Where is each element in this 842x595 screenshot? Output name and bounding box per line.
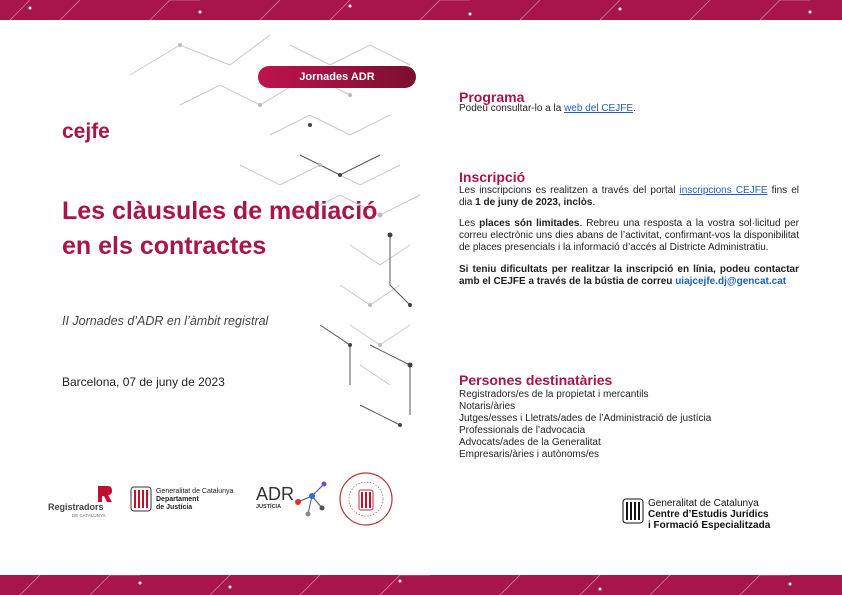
inscripcio-places-limited: places són limitades <box>479 218 580 229</box>
inscripcio-p1-mid: fins el dia <box>459 185 799 208</box>
gencat-emblem-icon <box>130 486 152 512</box>
cejfe-logo-line-1: Generalitat de Catalunya <box>648 498 759 509</box>
page-title <box>62 194 392 264</box>
cejfe-logo-line-2: Centre d’Estudis Jurídics <box>648 509 769 520</box>
adr-network-icon <box>294 478 328 518</box>
inscripcio-p1-before: Les inscripcions es realitzen a través del portal <box>459 185 680 196</box>
cejfe-institution-logo <box>622 498 802 538</box>
gencat-justicia-logo <box>130 486 248 516</box>
contact-email-link[interactable]: uiajcejfe.dj@gencat.cat <box>675 276 787 287</box>
inscripcio-section <box>459 171 799 288</box>
persones-heading: Persones destinatàries <box>459 372 613 388</box>
inscripcio-paragraph-2 <box>459 218 799 254</box>
event-tag: Jornades ADR <box>258 66 416 88</box>
programa-text-after: . <box>633 103 636 114</box>
cejfe-brand: cejfe <box>62 120 110 143</box>
band-pattern <box>0 0 842 20</box>
bottom-decorative-band <box>0 575 842 595</box>
programa-heading: Programa <box>459 89 525 105</box>
inscripcio-contact-text: Si teniu dificultats per realitzar la inscripció en línia, podeu contactar amb el CEJFE a través de la bústia de correu <box>459 264 799 287</box>
list-item: Registradors/es de la propietat i mercantils <box>459 389 649 400</box>
band-pattern <box>0 575 842 595</box>
list-item: Notaris/àries <box>459 401 516 412</box>
list-item: Empresaris/àries i autònoms/es <box>459 449 600 460</box>
inscripcio-deadline: 1 de juny de 2023, inclòs <box>475 197 593 208</box>
programa-link[interactable]: web del CEJFE <box>564 103 633 114</box>
programa-section <box>459 91 799 115</box>
inscripcio-p1-end: . <box>592 197 596 208</box>
registradors-mark-icon <box>96 484 114 504</box>
inscripcio-p2-after: . Rebreu una resposta a la vostra sol·licitud per correu electrònic uns dies abans de l’activitat, confirmant-vos la disponibilitat de places presencials i la informació d’accés al Districte Administratiu. <box>459 218 799 253</box>
top-decorative-band <box>0 0 842 20</box>
registradors-logo <box>48 484 118 524</box>
event-subtitle: II Jornades d’ADR en l’àmbit registral <box>62 314 269 328</box>
registradors-sub: DE CATALUNYA <box>72 513 106 518</box>
event-date: Barcelona, 07 de juny de 2023 <box>62 375 225 389</box>
adr-justicia-logo <box>254 472 330 526</box>
gencat-emblem-icon <box>622 498 644 524</box>
persones-section <box>459 374 799 461</box>
gencat-line-2: Departament <box>156 496 199 503</box>
list-item: Advocats/ades de la Generalitat <box>459 437 601 448</box>
inscripcio-paragraph-1 <box>459 185 799 209</box>
inscripcio-heading: Inscripció <box>459 169 526 185</box>
cejfe-logo-text <box>648 498 770 531</box>
gencat-line-3: de Justícia <box>156 504 193 511</box>
list-item: Professionals de l’advocacia <box>459 425 586 436</box>
seal-emblem-icon <box>338 470 394 528</box>
persones-list <box>459 389 799 461</box>
inscripcio-paragraph-3 <box>459 264 799 288</box>
registradors-name: Registradors <box>48 502 104 512</box>
adr-logo-text: ADR <box>256 484 295 504</box>
title-line-2: en els contractes <box>62 232 267 260</box>
programa-text <box>459 103 799 115</box>
gencat-line-1: Generalitat de Catalunya <box>156 488 234 495</box>
programa-text-before: Podeu consultar-lo a la <box>459 103 565 114</box>
academy-seal-logo <box>338 470 394 528</box>
list-item: Jutges/esses i Lletrats/ades de l’Administració de justícia <box>459 413 712 424</box>
inscripcions-link[interactable]: inscripcions CEJFE <box>679 185 768 196</box>
title-line-1: Les clàusules de mediació <box>62 197 378 225</box>
inscripcio-p2-before: Les <box>459 218 480 229</box>
adr-logo-sub: JUSTÍCIA <box>256 504 282 510</box>
cejfe-logo-line-3: i Formació Especialitzada <box>648 520 771 531</box>
